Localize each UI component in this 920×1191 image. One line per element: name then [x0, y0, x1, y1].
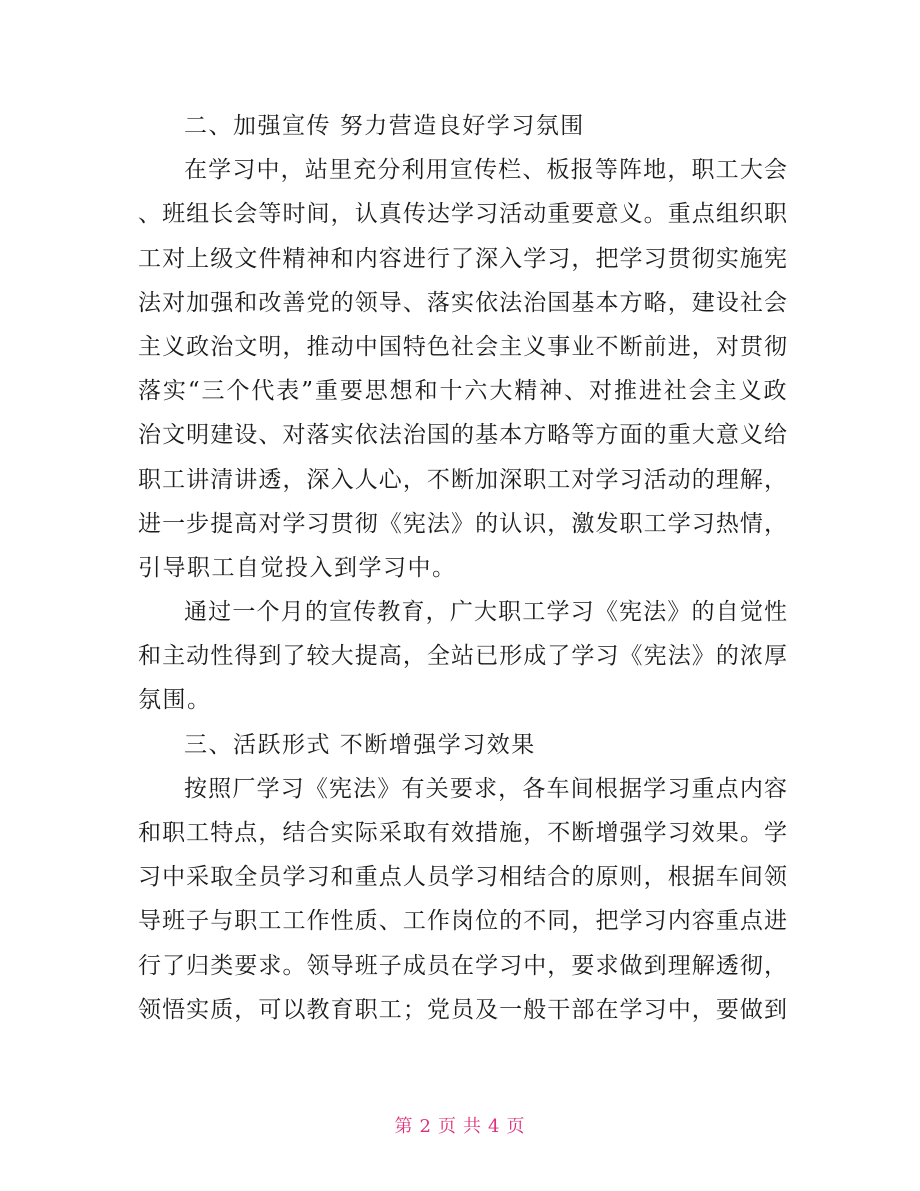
body-line: 进一步提高对学习贯彻《宪法》的认识，激发职工学习热情，: [138, 510, 788, 537]
body-line: 法对加强和改善党的领导、落实依法治国基本方略，建设社会: [138, 289, 788, 316]
section-heading-3: 三、活跃形式 不断增强学习效果: [184, 731, 536, 758]
body-line: 在学习中，站里充分利用宣传栏、板报等阵地，职工大会: [184, 157, 788, 184]
section-heading-2: 二、加强宣传 努力营造良好学习氛围: [184, 113, 585, 139]
body-line: 职工讲清讲透，深入人心，不断加深职工对学习活动的理解，: [138, 466, 788, 493]
footer-total-pages: 4: [488, 1116, 501, 1137]
footer-total-word: 共: [463, 1116, 482, 1137]
body-line: 治文明建设、对落实依法治国的基本方略等方面的重大意义给: [138, 422, 788, 449]
body-line: 、班组长会等时间，认真传达学习活动重要意义。重点组织职: [138, 201, 788, 228]
footer-page-word: 页: [438, 1116, 457, 1137]
body-line: 和主动性得到了较大提高，全站已形成了学习《宪法》的浓厚: [138, 643, 788, 670]
body-line: 落实“三个代表”重要思想和十六大精神、对推进社会主义政: [138, 378, 788, 405]
footer-prefix: 第: [394, 1116, 414, 1137]
body-line: 引导职工自觉投入到学习中。: [138, 554, 457, 581]
body-line: 导班子与职工工作性质、工作岗位的不同，把学习内容重点进: [138, 908, 788, 935]
footer-page-number: 2: [419, 1116, 432, 1137]
body-line: 和职工特点，结合实际采取有效措施，不断增强学习效果。学: [138, 820, 788, 846]
body-line: 通过一个月的宣传教育，广大职工学习《宪法》的自觉性: [184, 599, 788, 626]
body-line: 习中采取全员学习和重点人员学习相结合的原则，根据车间领: [138, 864, 788, 891]
body-line: 领悟实质，可以教育职工；党员及一般干部在学习中，要做到: [138, 996, 788, 1023]
footer-suffix: 页: [506, 1116, 526, 1137]
body-line: 工对上级文件精神和内容进行了深入学习，把学习贯彻实施宪: [138, 245, 788, 272]
body-line: 氛围。: [138, 687, 212, 714]
body-line: 行了归类要求。领导班子成员在学习中，要求做到理解透彻，: [138, 952, 788, 979]
document-body: [138, 104, 788, 1032]
body-line: 按照厂学习《宪法》有关要求，各车间根据学习重点内容: [184, 775, 788, 802]
body-line: 主义政治文明，推动中国特色社会主义事业不断前进，对贯彻: [138, 333, 788, 360]
page-footer: [0, 1112, 920, 1138]
